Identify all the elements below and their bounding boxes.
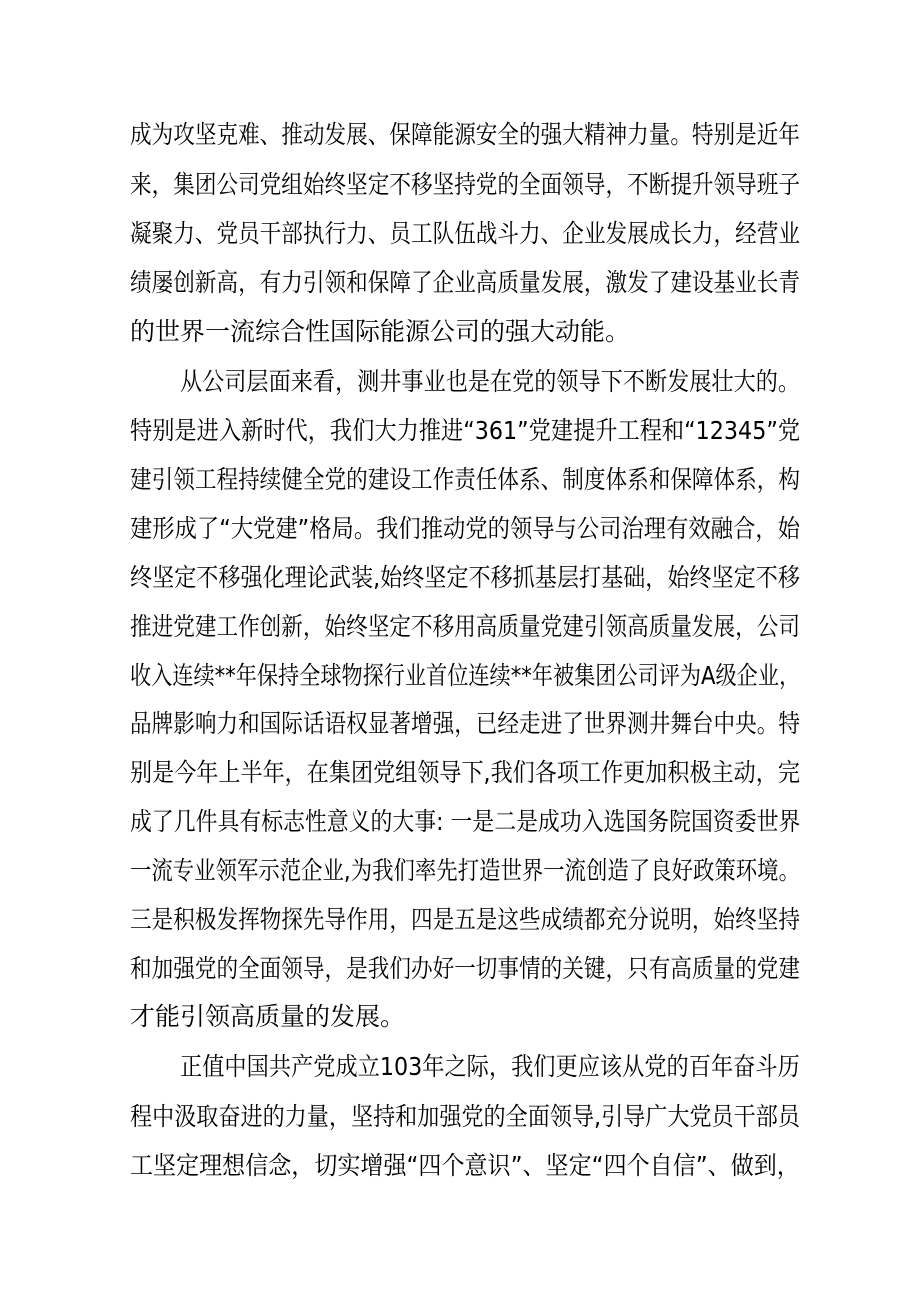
text-line: 成为攻坚克难、推动发展、保障能源安全的强大精神力量。特别是近年 [130, 120, 801, 149]
text-line: 收入连续**年保持全球物探行业首位连续**年被集团公司评为A级企业， [130, 661, 801, 690]
text-line: 建引领工程持续健全党的建设工作责任体系、制度体系和保障体系，构 [130, 465, 801, 494]
text-line: 成了几件具有标志性意义的大事: 一是二是成功入选国务院国资委世界 [130, 807, 801, 836]
text-line: 三是积极发挥物探先导作用，四是五是这些成绩都充分说明，始终坚持 [130, 905, 801, 934]
text-line: 品牌影响力和国际话语权显著增强，已经走进了世界测井舞台中央。特 [130, 709, 801, 738]
text-line: 建形成了“大党建”格局。我们推动党的领导与公司治理有效融合，始 [130, 514, 800, 543]
text-line: 终坚定不移强化理论武装,始终坚定不移抓基层打基础，始终坚定不移 [130, 563, 800, 592]
text-line: 正值中国共产党成立103年之际，我们更应该从党的百年奋斗历 [180, 1052, 800, 1081]
text-line: 别是今年上半年，在集团党组领导下,我们各项工作更加积极主动，完 [130, 758, 800, 787]
text-line: 工坚定理想信念，切实增强“四个意识”、坚定“四个自信”、做到， [130, 1151, 800, 1180]
text-line: 才能引领高质量的发展。 [130, 1002, 406, 1031]
text-line: 程中汲取奋进的力量，坚持和加强党的全面领导,引导广大党员干部员 [130, 1102, 800, 1131]
text-line: 和加强党的全面领导，是我们办好一切事情的关键，只有高质量的党建 [130, 954, 801, 983]
text-line: 从公司层面来看，测井事业也是在党的领导下不断发展壮大的。 [180, 367, 801, 396]
text-line: 来，集团公司党组始终坚定不移坚持党的全面领导，不断提升领导班子 [130, 170, 801, 199]
text-line: 凝聚力、党员干部执行力、员工队伍战斗力、企业发展成长力，经营业 [130, 219, 801, 248]
text-line: 特别是进入新时代，我们大力推进“361”党建提升工程和“12345”党 [130, 416, 801, 445]
text-line: 的世界一流综合性国际能源公司的强大动能。 [130, 317, 631, 346]
text-line: 推进党建工作创新，始终坚定不移用高质量党建引领高质量发展，公司 [130, 612, 801, 641]
text-line: 绩屡创新高，有力引领和保障了企业高质量发展，激发了建设基业长青 [130, 268, 801, 297]
text-line: 一流专业领军示范企业,为我们率先打造世界一流创造了良好政策环境。 [130, 856, 800, 885]
